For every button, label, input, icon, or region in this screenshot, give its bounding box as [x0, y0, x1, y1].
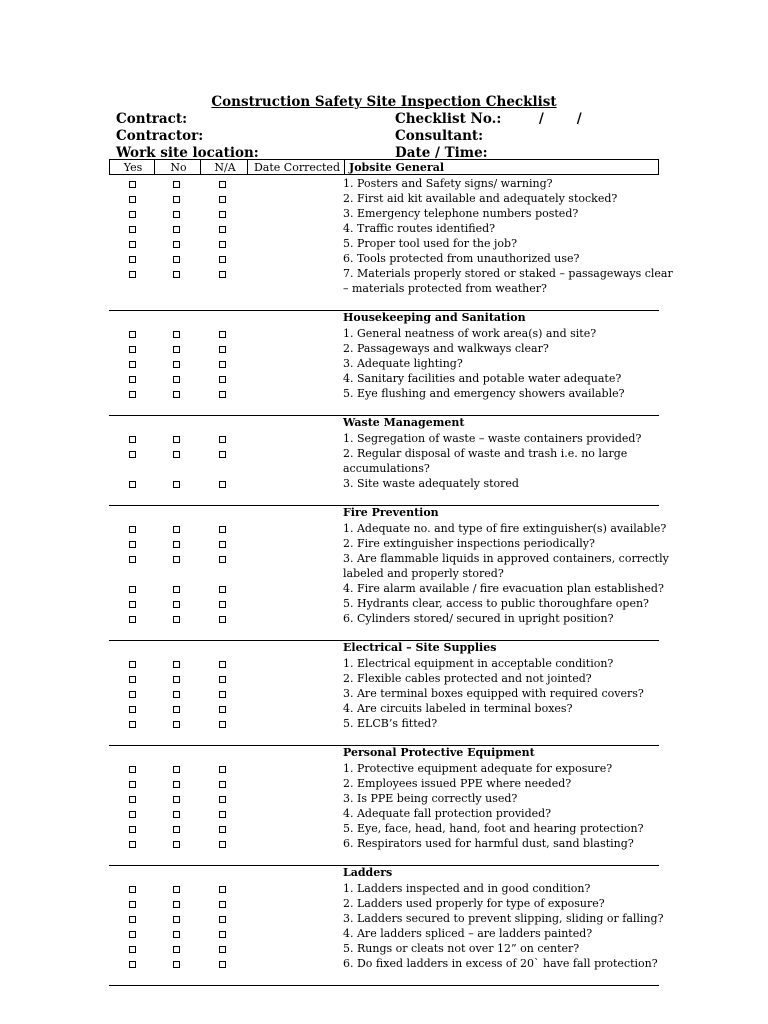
- no-checkbox[interactable]: [173, 586, 180, 593]
- na-checkbox[interactable]: [219, 826, 226, 833]
- yes-checkbox[interactable]: [129, 376, 136, 383]
- no-checkbox[interactable]: [173, 556, 180, 563]
- item-text: 2. Regular disposal of waste and trash i.e. no large accumulations?: [343, 447, 628, 475]
- na-checkbox[interactable]: [219, 616, 226, 623]
- na-checkbox[interactable]: [219, 916, 226, 923]
- item-text: 6. Cylinders stored/ secured in upright position?: [343, 612, 614, 625]
- yes-checkbox[interactable]: [129, 271, 136, 278]
- no-checkbox[interactable]: [173, 886, 180, 893]
- no-checkbox[interactable]: [173, 721, 180, 728]
- no-checkbox[interactable]: [173, 901, 180, 908]
- no-checkbox[interactable]: [173, 211, 180, 218]
- na-checkbox[interactable]: [219, 601, 226, 608]
- item-text: 2. Passageways and walkways clear?: [343, 342, 549, 355]
- item-text: 5. ELCB’s fitted?: [343, 717, 438, 730]
- item-text: 5. Hydrants clear, access to public thoroughfare open?: [343, 597, 649, 610]
- item-text: 2. Ladders used properly for type of exposure?: [343, 897, 605, 910]
- yes-checkbox[interactable]: [129, 601, 136, 608]
- contractor-label: Contractor:: [116, 128, 204, 144]
- no-checkbox[interactable]: [173, 766, 180, 773]
- col-no: No: [155, 160, 201, 175]
- na-checkbox[interactable]: [219, 196, 226, 203]
- no-checkbox[interactable]: [173, 676, 180, 683]
- item-text: 1. Posters and Safety signs/ warning?: [343, 177, 553, 190]
- item-text: 1. General neatness of work area(s) and site?: [343, 327, 597, 340]
- na-checkbox[interactable]: [219, 676, 226, 683]
- na-checkbox[interactable]: [219, 226, 226, 233]
- column-header-row: [109, 159, 659, 175]
- na-checkbox[interactable]: [219, 241, 226, 248]
- item-text: 4. Are circuits labeled in terminal boxes?: [343, 702, 573, 715]
- col-yes: Yes: [110, 160, 155, 175]
- yes-checkbox[interactable]: [129, 706, 136, 713]
- item-text: 2. Employees issued PPE where needed?: [343, 777, 572, 790]
- yes-checkbox[interactable]: [129, 391, 136, 398]
- no-checkbox[interactable]: [173, 331, 180, 338]
- na-checkbox[interactable]: [219, 901, 226, 908]
- na-checkbox[interactable]: [219, 376, 226, 383]
- col-date-corrected: Date Corrected: [248, 160, 345, 175]
- item-text: 4. Are ladders spliced – are ladders painted?: [343, 927, 593, 940]
- item-text: 5. Eye, face, head, hand, foot and hearing protection?: [343, 822, 644, 835]
- yes-checkbox[interactable]: [129, 556, 136, 563]
- na-checkbox[interactable]: [219, 661, 226, 668]
- item-text: 2. Fire extinguisher inspections periodically?: [343, 537, 595, 550]
- yes-checkbox[interactable]: [129, 676, 136, 683]
- yes-checkbox[interactable]: [129, 361, 136, 368]
- yes-checkbox[interactable]: [129, 586, 136, 593]
- no-checkbox[interactable]: [173, 616, 180, 623]
- item-text: 4. Sanitary facilities and potable water adequate?: [343, 372, 622, 385]
- checklist-no-label: Checklist No.: / /: [395, 111, 582, 127]
- yes-checkbox[interactable]: [129, 541, 136, 548]
- yes-checkbox[interactable]: [129, 451, 136, 458]
- yes-checkbox[interactable]: [129, 436, 136, 443]
- yes-checkbox[interactable]: [129, 811, 136, 818]
- item-text: 6. Do fixed ladders in excess of 20` have fall protection?: [343, 957, 658, 970]
- na-checkbox[interactable]: [219, 181, 226, 188]
- item-text: 6. Respirators used for harmful dust, sand blasting?: [343, 837, 634, 850]
- item-text: 2. Flexible cables protected and not jointed?: [343, 672, 592, 685]
- item-text: 3. Site waste adequately stored: [343, 477, 519, 490]
- item-text: 3. Are terminal boxes equipped with required covers?: [343, 687, 644, 700]
- section-title-waste-management: Waste Management: [343, 416, 465, 429]
- na-checkbox[interactable]: [219, 541, 226, 548]
- na-checkbox[interactable]: [219, 346, 226, 353]
- no-checkbox[interactable]: [173, 181, 180, 188]
- item-text: 3. Are flammable liquids in approved containers, correctly labeled and properly stored?: [343, 552, 669, 580]
- contract-label: Contract:: [116, 111, 188, 127]
- na-checkbox[interactable]: [219, 211, 226, 218]
- section-title-fire-prevention: Fire Prevention: [343, 506, 439, 519]
- no-checkbox[interactable]: [173, 781, 180, 788]
- yes-checkbox[interactable]: [129, 781, 136, 788]
- item-text: 1. Protective equipment adequate for exposure?: [343, 762, 613, 775]
- item-text: 3. Ladders secured to prevent slipping, sliding or falling?: [343, 912, 664, 925]
- yes-checkbox[interactable]: [129, 331, 136, 338]
- yes-checkbox[interactable]: [129, 766, 136, 773]
- document-title: Construction Safety Site Inspection Checklist: [211, 94, 557, 110]
- no-checkbox[interactable]: [173, 346, 180, 353]
- no-checkbox[interactable]: [173, 811, 180, 818]
- section-title-ladders: Ladders: [343, 866, 393, 879]
- item-text: 3. Adequate lighting?: [343, 357, 463, 370]
- no-checkbox[interactable]: [173, 916, 180, 923]
- no-checkbox[interactable]: [173, 361, 180, 368]
- item-text: 2. First aid kit available and adequately stocked?: [343, 192, 618, 205]
- yes-checkbox[interactable]: [129, 256, 136, 263]
- na-checkbox[interactable]: [219, 886, 226, 893]
- na-checkbox[interactable]: [219, 781, 226, 788]
- na-checkbox[interactable]: [219, 556, 226, 563]
- no-checkbox[interactable]: [173, 541, 180, 548]
- no-checkbox[interactable]: [173, 526, 180, 533]
- yes-checkbox[interactable]: [129, 241, 136, 248]
- yes-checkbox[interactable]: [129, 841, 136, 848]
- na-checkbox[interactable]: [219, 691, 226, 698]
- na-checkbox[interactable]: [219, 361, 226, 368]
- na-checkbox[interactable]: [219, 481, 226, 488]
- item-text: 1. Adequate no. and type of fire extinguisher(s) available?: [343, 522, 667, 535]
- yes-checkbox[interactable]: [129, 226, 136, 233]
- na-checkbox[interactable]: [219, 391, 226, 398]
- section-title-housekeeping-and-sanitation: Housekeeping and Sanitation: [343, 311, 526, 324]
- item-text: 5. Eye flushing and emergency showers available?: [343, 387, 625, 400]
- work-site-label: Work site location:: [116, 145, 259, 161]
- yes-checkbox[interactable]: [129, 931, 136, 938]
- section-title-personal-protective-equipment: Personal Protective Equipment: [343, 746, 535, 759]
- no-checkbox[interactable]: [173, 661, 180, 668]
- na-checkbox[interactable]: [219, 331, 226, 338]
- no-checkbox[interactable]: [173, 826, 180, 833]
- na-checkbox[interactable]: [219, 586, 226, 593]
- na-checkbox[interactable]: [219, 811, 226, 818]
- no-checkbox[interactable]: [173, 946, 180, 953]
- na-checkbox[interactable]: [219, 841, 226, 848]
- yes-checkbox[interactable]: [129, 901, 136, 908]
- no-checkbox[interactable]: [173, 961, 180, 968]
- na-checkbox[interactable]: [219, 706, 226, 713]
- yes-checkbox[interactable]: [129, 916, 136, 923]
- no-checkbox[interactable]: [173, 691, 180, 698]
- no-checkbox[interactable]: [173, 436, 180, 443]
- yes-checkbox[interactable]: [129, 826, 136, 833]
- yes-checkbox[interactable]: [129, 481, 136, 488]
- yes-checkbox[interactable]: [129, 886, 136, 893]
- yes-checkbox[interactable]: [129, 721, 136, 728]
- no-checkbox[interactable]: [173, 841, 180, 848]
- no-checkbox[interactable]: [173, 481, 180, 488]
- na-checkbox[interactable]: [219, 946, 226, 953]
- section-title-jobsite-general: Jobsite General: [345, 160, 659, 175]
- item-text: 1. Electrical equipment in acceptable condition?: [343, 657, 614, 670]
- no-checkbox[interactable]: [173, 376, 180, 383]
- na-checkbox[interactable]: [219, 256, 226, 263]
- yes-checkbox[interactable]: [129, 661, 136, 668]
- no-checkbox[interactable]: [173, 931, 180, 938]
- item-text: 5. Proper tool used for the job?: [343, 237, 517, 250]
- na-checkbox[interactable]: [219, 451, 226, 458]
- no-checkbox[interactable]: [173, 226, 180, 233]
- no-checkbox[interactable]: [173, 796, 180, 803]
- yes-checkbox[interactable]: [129, 691, 136, 698]
- no-checkbox[interactable]: [173, 706, 180, 713]
- section-title-electrical-site-supplies: Electrical – Site Supplies: [343, 641, 497, 654]
- yes-checkbox[interactable]: [129, 946, 136, 953]
- yes-checkbox[interactable]: [129, 796, 136, 803]
- date-time-label: Date / Time:: [395, 145, 488, 161]
- na-checkbox[interactable]: [219, 436, 226, 443]
- no-checkbox[interactable]: [173, 391, 180, 398]
- no-checkbox[interactable]: [173, 196, 180, 203]
- item-text: 3. Emergency telephone numbers posted?: [343, 207, 579, 220]
- item-text: 4. Traffic routes identified?: [343, 222, 496, 235]
- no-checkbox[interactable]: [173, 241, 180, 248]
- na-checkbox[interactable]: [219, 721, 226, 728]
- col-na: N/A: [201, 160, 248, 175]
- item-text: 1. Ladders inspected and in good condition?: [343, 882, 591, 895]
- no-checkbox[interactable]: [173, 271, 180, 278]
- no-checkbox[interactable]: [173, 601, 180, 608]
- consultant-label: Consultant:: [395, 128, 484, 144]
- yes-checkbox[interactable]: [129, 211, 136, 218]
- yes-checkbox[interactable]: [129, 961, 136, 968]
- na-checkbox[interactable]: [219, 526, 226, 533]
- na-checkbox[interactable]: [219, 961, 226, 968]
- yes-checkbox[interactable]: [129, 346, 136, 353]
- item-text: 6. Tools protected from unauthorized use?: [343, 252, 580, 265]
- yes-checkbox[interactable]: [129, 616, 136, 623]
- na-checkbox[interactable]: [219, 766, 226, 773]
- item-text: 1. Segregation of waste – waste containers provided?: [343, 432, 642, 445]
- item-text: 5. Rungs or cleats not over 12” on center?: [343, 942, 580, 955]
- no-checkbox[interactable]: [173, 256, 180, 263]
- yes-checkbox[interactable]: [129, 181, 136, 188]
- no-checkbox[interactable]: [173, 451, 180, 458]
- item-text: 3. Is PPE being correctly used?: [343, 792, 518, 805]
- item-text: 4. Fire alarm available / fire evacuation plan established?: [343, 582, 664, 595]
- yes-checkbox[interactable]: [129, 526, 136, 533]
- item-text: 4. Adequate fall protection provided?: [343, 807, 552, 820]
- yes-checkbox[interactable]: [129, 196, 136, 203]
- item-text: 7. Materials properly stored or staked – passageways clear – materials protected from weather?: [343, 267, 673, 295]
- na-checkbox[interactable]: [219, 271, 226, 278]
- na-checkbox[interactable]: [219, 796, 226, 803]
- section-divider: [109, 985, 659, 986]
- na-checkbox[interactable]: [219, 931, 226, 938]
